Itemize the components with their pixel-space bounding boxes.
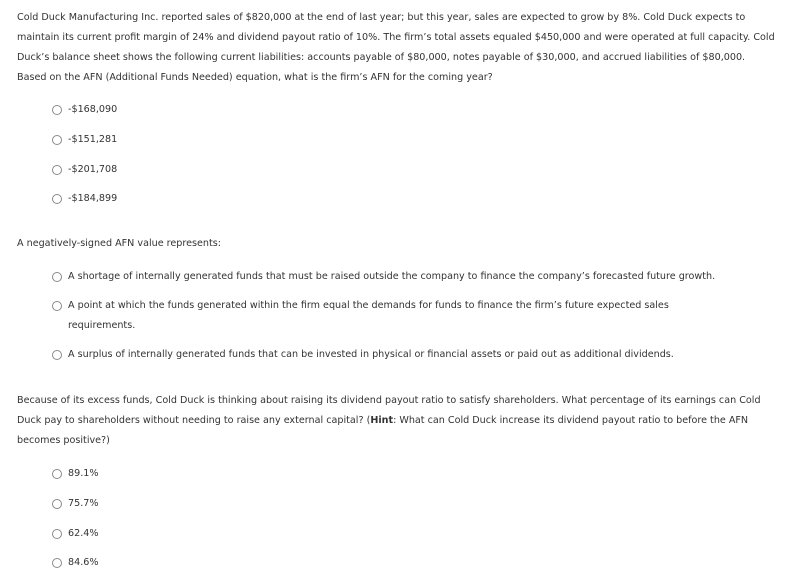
radio-button[interactable] (52, 165, 62, 175)
radio-button[interactable] (52, 272, 62, 282)
q2-option-2[interactable] (52, 296, 708, 336)
option-label: A point at which the funds generated within the firm equal the demands for funds to finance the firm’s future expected sales requirements. (68, 300, 669, 331)
q1-option-4[interactable] (52, 193, 117, 204)
radio-button[interactable] (52, 529, 62, 539)
radio-button[interactable] (52, 350, 62, 360)
q3-option-4[interactable] (52, 557, 98, 568)
option-label: A shortage of internally generated funds that must be raised outside the company to finance the company’s forecasted future growth. (68, 271, 716, 282)
radio-button[interactable] (52, 469, 62, 479)
option-label: 89.1% (68, 468, 99, 479)
option-label: 62.4% (68, 528, 99, 539)
radio-button[interactable] (52, 105, 62, 115)
option-label: A surplus of internally generated funds that can be invested in physical or financial assets or paid out as additional dividends. (68, 349, 674, 360)
radio-button[interactable] (52, 499, 62, 509)
option-label: -$151,281 (68, 134, 118, 145)
q3-option-2[interactable] (52, 498, 98, 509)
q3-option-3[interactable] (52, 528, 98, 539)
q2-option-3[interactable] (52, 349, 674, 360)
hint-label: Hint (370, 415, 394, 426)
option-label: 84.6% (68, 557, 99, 568)
radio-button[interactable] (52, 194, 62, 204)
option-label: -$168,090 (68, 104, 118, 115)
option-label: -$184,899 (68, 193, 118, 204)
question-2-text: A negatively-signed AFN value represents: (17, 238, 221, 249)
question-3-text-start: Because of its excess funds, Cold Duck is thinking about raising its dividend payout ratio to satisfy shareholders. What percentage of its earnings can Cold Duck pay to shareholders without needing to raise any external capital? ( (17, 395, 761, 426)
question-3-text (17, 391, 777, 451)
option-label: -$201,708 (68, 164, 118, 175)
q1-option-2[interactable] (52, 134, 117, 145)
q1-option-3[interactable] (52, 164, 117, 175)
q3-option-1[interactable] (52, 468, 98, 479)
option-label: 75.7% (68, 498, 99, 509)
radio-button[interactable] (52, 301, 62, 311)
q1-option-1[interactable] (52, 104, 117, 115)
question-1-text: Cold Duck Manufacturing Inc. reported sales of $820,000 at the end of last year; but this year, sales are expected to grow by 8%. Cold Duck expects to maintain its current profit margin of 24% and dividend payout ratio of 10%. The firm’s total assets equaled $450,000 and were operated at full capacity. Cold Duck’s balance sheet shows the following current liabilities: accounts payable of $80,000, notes payable of $30,000, and accrued liabilities of $80,000. Based on the AFN (Additional Funds Needed) equation, what is the firm’s AFN for the coming year? (17, 12, 775, 83)
question-3-text-end: : What can Cold Duck increase its dividend payout ratio to before the AFN becomes positive?) (17, 415, 749, 446)
radio-button[interactable] (52, 558, 62, 568)
q2-option-1[interactable] (52, 271, 715, 282)
radio-button[interactable] (52, 135, 62, 145)
